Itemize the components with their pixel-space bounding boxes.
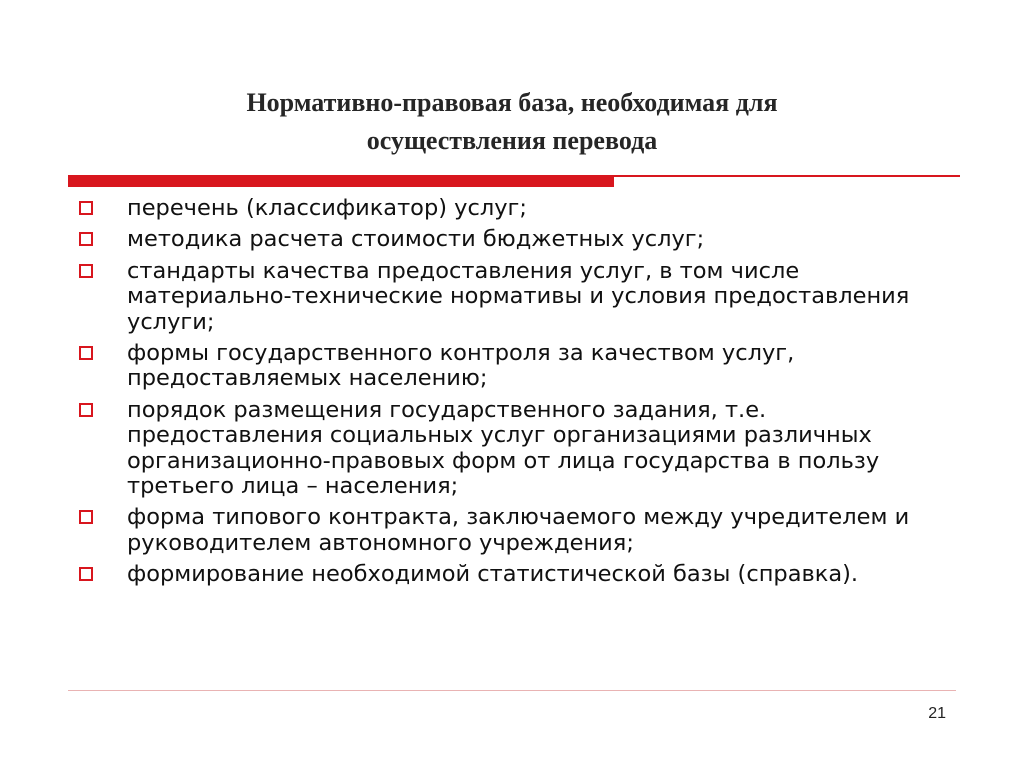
title-divider-thick	[68, 175, 614, 187]
hollow-square-bullet-icon	[79, 510, 93, 524]
page-number: 21	[928, 705, 946, 722]
bullet-item	[76, 259, 956, 335]
slide-title-line-1: Нормативно-правовая база, необходимая для	[246, 88, 778, 117]
hollow-square-bullet-icon	[79, 201, 93, 215]
hollow-square-bullet-icon	[79, 403, 93, 417]
hollow-square-bullet-icon	[79, 264, 93, 278]
bullet-item	[76, 398, 956, 500]
bullet-text: форма типового контракта, заключаемого между учредителем и руководителем автономного учреждения;	[127, 504, 910, 556]
slide-title-line-2: осуществления перевода	[366, 126, 658, 155]
title-divider-thin	[614, 175, 960, 177]
bullet-item	[76, 196, 956, 221]
bullet-text: формирование необходимой статистической базы (справка).	[127, 561, 859, 588]
bullet-text: стандарты качества предоставления услуг, в том числе материально-технические нормативы и условия предоставления услуги;	[127, 257, 910, 335]
bullet-item	[76, 227, 956, 252]
bullet-item	[76, 505, 956, 556]
slide-title	[100, 84, 924, 160]
footer-divider	[68, 690, 956, 691]
bullet-item	[76, 562, 956, 587]
bullet-item	[76, 341, 956, 392]
bullet-text: перечень (классификатор) услуг;	[127, 195, 527, 221]
bullet-list	[76, 196, 956, 594]
bullet-text: формы государственного контроля за качеством услуг, предоставляемых населению;	[127, 340, 795, 392]
hollow-square-bullet-icon	[79, 567, 93, 581]
hollow-square-bullet-icon	[79, 346, 93, 360]
bullet-text: порядок размещения государственного задания, т.е. предоставления социальных услуг организациями различных организационно-правовых форм от лица государства в пользу третьего лица – населения;	[127, 396, 880, 500]
bullet-text: методика расчета стоимости бюджетных услуг;	[127, 226, 705, 253]
hollow-square-bullet-icon	[79, 232, 93, 246]
